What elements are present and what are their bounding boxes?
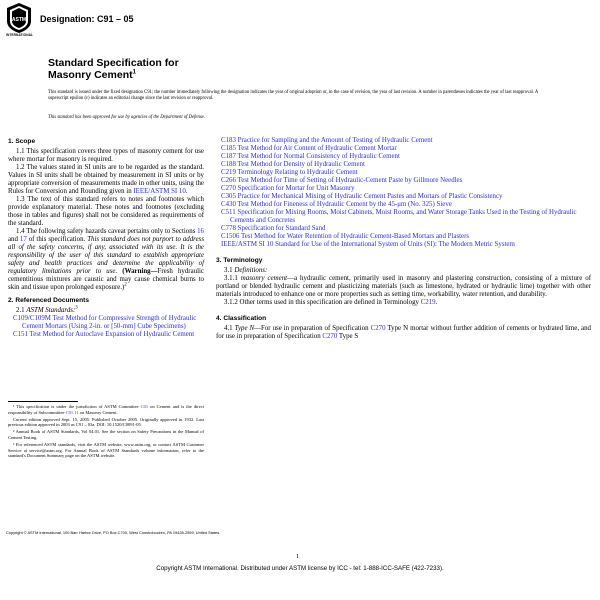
standard-notice: This standard is issued under the fixed designation C91; the number immediately following the designation indicates the year of original adoption or, in the case of revision, the year of last revision. A number in parentheses indicates the year of last reapproval. A superscript epsilon (ε) indicates an editorial change since the last revision or reapproval. (48, 90, 539, 102)
reference-title-link[interactable]: Test Method for Air Content of Hydraulic Cement Mortar (235, 145, 397, 152)
scope-1-4 (8, 228, 204, 292)
svg-text:ASTM: ASTM (11, 17, 27, 23)
footnote-2: ² Annual Book of ASTM Standards, Vol 04.01. See the section on Safety Precautions in the Manual of Cement Testing. (8, 429, 204, 440)
classification-4-1 (216, 325, 591, 341)
terminology-3-1-2-text: 3.1.2 Other terms used in this specification are defined in Terminology (224, 299, 421, 306)
reference-title-link[interactable]: Standard for Use of the International System of Units (SI): The Modern Metric System (273, 241, 515, 248)
document-title (48, 57, 179, 81)
reference-title-link[interactable]: Test Method for Water Retention of Hydraulic Cement-Based Mortars and Plasters (239, 233, 470, 240)
scope-1-2-end: . (185, 188, 188, 195)
scope-1-2 (8, 164, 204, 196)
footnote-1 (8, 404, 204, 416)
type-n-label: Type N (234, 325, 255, 332)
warning-label: (Warning— (122, 268, 158, 275)
reference-code-link[interactable]: C1506 (221, 233, 240, 240)
link-c270-a[interactable]: C270 (370, 325, 386, 332)
referenced-2-1-label: 2.1 (16, 307, 27, 314)
astm-logo-icon (6, 3, 32, 33)
terminology-heading: 3. Terminology (216, 257, 263, 264)
reference-item (216, 201, 591, 209)
footnote-1-text-c: on Masonry Cement. (78, 409, 118, 415)
terminology-3-1-1-label: 3.1.1 (224, 275, 241, 282)
link-subcommittee-c01-11[interactable]: C01.11 (65, 409, 79, 415)
footnote-divider (8, 401, 78, 402)
reference-item (216, 177, 591, 185)
classification-4-1-text-c: Type S (337, 333, 359, 340)
reference-code-link[interactable]: C187 (221, 153, 236, 160)
logo-caption: INTERNATIONAL (6, 33, 34, 37)
reference-code-link[interactable]: C778 (221, 225, 236, 232)
reference-title-link[interactable]: Test Method for Autoclave Expansion of Hydraulic Cement (27, 331, 195, 338)
terminology-3-1-2-end: . (435, 299, 438, 306)
classification-heading: 4. Classification (216, 315, 267, 322)
reference-item (216, 241, 591, 249)
scope-1-4-text-b: of this specification. (26, 236, 88, 243)
reference-item (216, 209, 591, 225)
scope-1-3: 1.3 The text of this standard refers to notes and footnotes which provide explanatory material. These notes and footnotes (excluding those in tables and figures) shall not be considered as requirements of the standard. (8, 196, 204, 227)
reference-title-link[interactable]: Test Method for Compressive Strength of Hydraulic Cement Mortars (Using 2-in. or [50-mm] Cube Specimens) (22, 315, 197, 330)
link-c219-terminology[interactable]: C219 (420, 299, 436, 306)
footnotes (8, 404, 204, 460)
reference-code-link[interactable]: C270 (221, 185, 236, 192)
reference-title-link[interactable]: Test Method for Normal Consistency of Hydraulic Cement (235, 153, 400, 160)
right-column (216, 137, 591, 341)
link-section-16[interactable]: 16 (197, 228, 204, 235)
approval-notice: This standard has been approved for use by agencies of the Department of Defense. (48, 115, 205, 120)
reference-code-link[interactable]: C185 (221, 145, 236, 152)
title-line-2-text: Masonry Cement (48, 69, 133, 81)
footnote-1-edition: Current edition approved Sept. 15, 2005. Published October 2005. Originally approved in 1932. Last previous edition approved in 2003 as C91 – 03a. DOI: 10.1520/C0091-05. (8, 416, 204, 428)
reference-item (216, 233, 591, 241)
reference-title-link[interactable]: Test Method for Fineness of Hydraulic Cement by the 45-μm (No. 325) Sieve (235, 201, 452, 208)
reference-title-link[interactable]: Terminology Relating to Hydraulic Cement (235, 169, 358, 176)
scope-1-1: 1.1 This specification covers three types of masonry cement for use where mortar for masonry is required. (8, 148, 204, 163)
link-c270-b[interactable]: C270 (322, 333, 338, 340)
reference-code-link[interactable]: C430 (221, 201, 236, 208)
term-masonry-cement: masonry cement (240, 275, 288, 282)
warning-text: Fresh hydraulic cementitious mixtures are caustic and may cause chemical burns to skin and tissue upon prolonged exposure.) (8, 268, 204, 291)
reference-item (216, 161, 591, 169)
footnote-mark-2: 2 (124, 282, 127, 288)
terminology-3-1 (216, 267, 591, 275)
reference-code-link[interactable]: C151 (13, 331, 28, 338)
copyright-line: Copyright © ASTM International, 100 Barr Harbor Drive, PO Box C700, West Conshohocken, PA 19428-2959, United States. (6, 530, 221, 535)
footnote-1-text: ¹ This specification is under the jurisdiction of ASTM Committee (13, 404, 141, 409)
page-number: 1 (296, 553, 300, 560)
reference-item (216, 225, 591, 233)
classification-4-1-text-b: Type N mortar without further addition of cements or hydrated lime, and for use in preparation of Specification (216, 325, 591, 340)
terminology-3-1-1-text: —a hydraulic cement, primarily used in masonry and plastering construction, consisting of a mixture of portland or blended hydraulic cement and plasticizing materials (such as limestone, hydrated or hydraulic lime) together with other materials introduced to enhance one or more properties such as setting time, workability, water retention, and durability. (216, 275, 591, 298)
reference-title-link[interactable]: Specification for Mortar for Unit Masonry (235, 185, 355, 192)
reference-code-link[interactable]: C183 (221, 137, 236, 144)
title-footnote-mark: 1 (132, 69, 136, 76)
footnote-3: ³ For referenced ASTM standards, visit the ASTM website, www.astm.org, or contact ASTM Customer Service at service@astm.org. For Annual Book of ASTM Standards volume information, refer to the standard's Document Summary page on the ASTM website. (8, 441, 204, 459)
reference-title-link[interactable]: Test Method for Time of Setting of Hydraulic-Cement Paste by Gillmore Needles (235, 177, 463, 184)
reference-item (8, 331, 204, 339)
title-line-2 (48, 69, 179, 81)
reference-item (216, 153, 591, 161)
reference-title-link[interactable]: Specification for Standard Sand (235, 225, 326, 232)
reference-list-left (8, 315, 204, 339)
reference-item (216, 169, 591, 177)
link-ieee-si10[interactable]: IEEE/ASTM SI 10 (133, 188, 186, 195)
reference-code-link[interactable]: C188 (221, 161, 236, 168)
terminology-3-1-title: Definitions: (234, 267, 268, 274)
referenced-2-1 (8, 307, 204, 315)
scope-heading: 1. Scope (8, 138, 36, 145)
reference-item (216, 145, 591, 153)
reference-item (8, 315, 204, 331)
scope-1-4-text: 1.4 The following safety hazards caveat pertains only to Sections (16, 228, 198, 235)
scope-1-4-and: and (8, 236, 20, 243)
scope-1-4-caveat: This standard does not purport to address all of the safety concerns, if any, associated with its use. It is the responsibility of the user of this standard to establish appropriate safety and health practices and determine the applicability of regulatory limitations prior to use. (8, 236, 205, 275)
title-line-1: Standard Specification for (48, 57, 179, 69)
link-committee-c01[interactable]: C01 (140, 404, 149, 409)
reference-code-link[interactable]: C511 (221, 209, 236, 216)
reference-code-link[interactable]: C109/C109M (13, 315, 51, 322)
reference-code-link[interactable]: C219 (221, 169, 236, 176)
classification-4-1-text: —For use in preparation of Specification (254, 325, 371, 332)
reference-item (216, 185, 591, 193)
license-line: Copyright ASTM International. Distributed under ASTM license by ICC - tel: 1-888-ICC-SAFE (422-7233). (156, 565, 444, 572)
terminology-3-1-label: 3.1 (224, 267, 235, 274)
reference-list-right (216, 137, 591, 249)
footnote-1-text-b: on Cement and is the direct responsibility of Subcommittee (8, 404, 204, 415)
designation: Designation: C91 – 05 (40, 14, 134, 24)
left-column (8, 138, 204, 339)
reference-code-link[interactable]: IEEE/ASTM SI 10 (221, 241, 274, 248)
terminology-3-1-2 (216, 299, 591, 307)
referenced-2-1-title: ASTM Standards: (26, 307, 76, 314)
reference-title-link[interactable]: Specification for Mixing Rooms, Moist Cabinets, Moist Rooms, and Water Storage Tanks Used in the Testing of Hydraulic Cements and Concretes (230, 209, 577, 224)
reference-title-link[interactable]: Practice for Mechanical Mixing of Hydraulic Cement Pastes and Mortars of Plastic Consistency (235, 193, 503, 200)
reference-item (216, 137, 591, 145)
footnote-mark-3: 3 (75, 305, 78, 311)
terminology-3-1-1 (216, 275, 591, 299)
link-section-17[interactable]: 17 (19, 236, 27, 243)
reference-title-link[interactable]: Practice for Sampling and the Amount of Testing of Hydraulic Cement (235, 137, 433, 144)
reference-code-link[interactable]: C305 (221, 193, 236, 200)
referenced-heading: 2. Referenced Documents (8, 297, 89, 304)
astm-logo (6, 3, 32, 39)
reference-item (216, 193, 591, 201)
reference-code-link[interactable]: C266 (221, 177, 236, 184)
reference-title-link[interactable]: Test Method for Density of Hydraulic Cement (235, 161, 365, 168)
classification-4-1-label: 4.1 (224, 325, 235, 332)
scope-1-2-text: 1.2 The values stated in SI units are to be regarded as the standard. Values in SI units shall be obtained by measurement in SI units or by appropriate conversion of measurements made in other units, using the Rules for Conversion and Rounding given in (8, 164, 204, 195)
